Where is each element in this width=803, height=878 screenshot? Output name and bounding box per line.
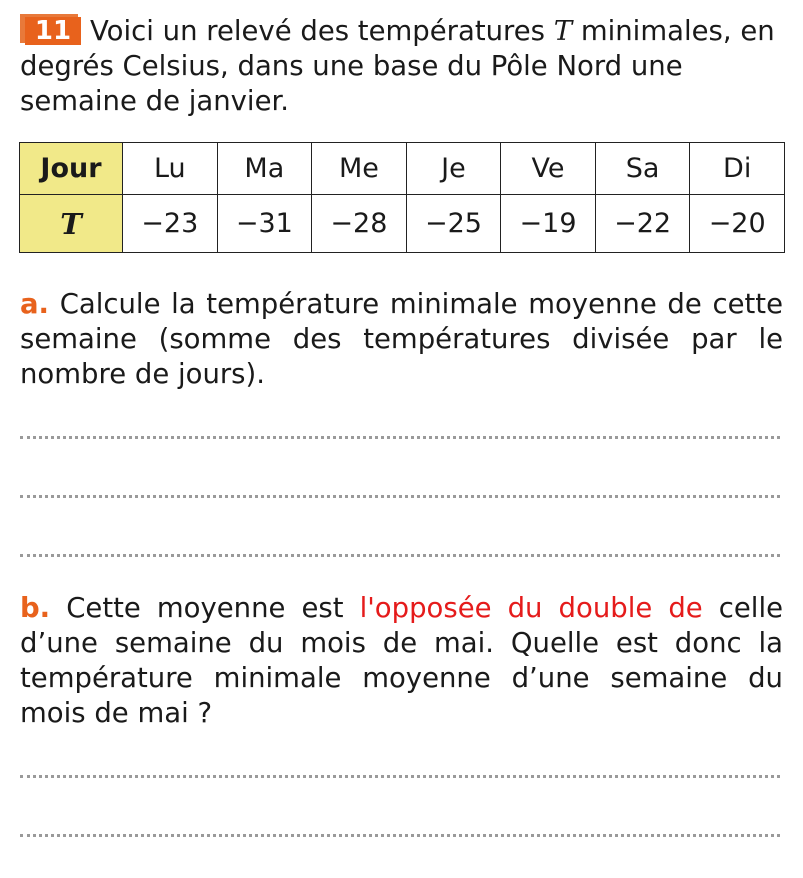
- intro-text-end: minimales, en degrés Celsius, dans une base du Pôle Nord une semaine de janvier.: [20, 15, 775, 117]
- header-t: T: [20, 195, 123, 253]
- question-b-text-start: Cette moyenne est: [66, 592, 360, 624]
- table-row-temperatures: [20, 195, 785, 253]
- exercise-number: 11: [25, 17, 81, 45]
- temperature-cell: −23: [123, 195, 218, 253]
- question-a-text: Calcule la température minimale moyenne de cette semaine (somme des températures divisée par le nombre de jours).: [20, 288, 783, 390]
- answer-line-b1[interactable]: [20, 775, 780, 778]
- question-b-highlight: l'opposée du double de: [359, 592, 703, 624]
- variable-t: T: [553, 15, 573, 47]
- intro-text-start: Voici un relevé des températures: [90, 15, 554, 47]
- day-cell: Ma: [217, 143, 312, 195]
- temperature-cell: −31: [217, 195, 312, 253]
- question-a-label: a.: [20, 288, 50, 320]
- temperature-cell: −25: [406, 195, 501, 253]
- temperature-table: [19, 142, 785, 253]
- answer-line-b2[interactable]: [20, 834, 780, 837]
- day-cell: Sa: [595, 143, 690, 195]
- question-b-label: b.: [20, 592, 51, 624]
- exercise-intro: [20, 14, 784, 119]
- answer-line-a2[interactable]: [20, 495, 780, 498]
- question-a: [20, 287, 783, 392]
- header-jour: Jour: [20, 143, 123, 195]
- exercise-number-badge: [20, 14, 82, 45]
- answer-line-a1[interactable]: [20, 436, 780, 439]
- day-cell: Me: [312, 143, 407, 195]
- day-cell: Lu: [123, 143, 218, 195]
- temperature-cell: −19: [501, 195, 596, 253]
- question-b-text-end: celle d’une semaine du mois de mai. Quelle est donc la température minimale moyenne d’une semaine du mois de mai ?: [20, 592, 783, 729]
- table-row-days: [20, 143, 785, 195]
- temperature-cell: −28: [312, 195, 407, 253]
- temperature-cell: −22: [595, 195, 690, 253]
- question-b: [20, 591, 783, 731]
- day-cell: Di: [690, 143, 785, 195]
- answer-line-a3[interactable]: [20, 554, 780, 557]
- temperature-cell: −20: [690, 195, 785, 253]
- day-cell: Ve: [501, 143, 596, 195]
- day-cell: Je: [406, 143, 501, 195]
